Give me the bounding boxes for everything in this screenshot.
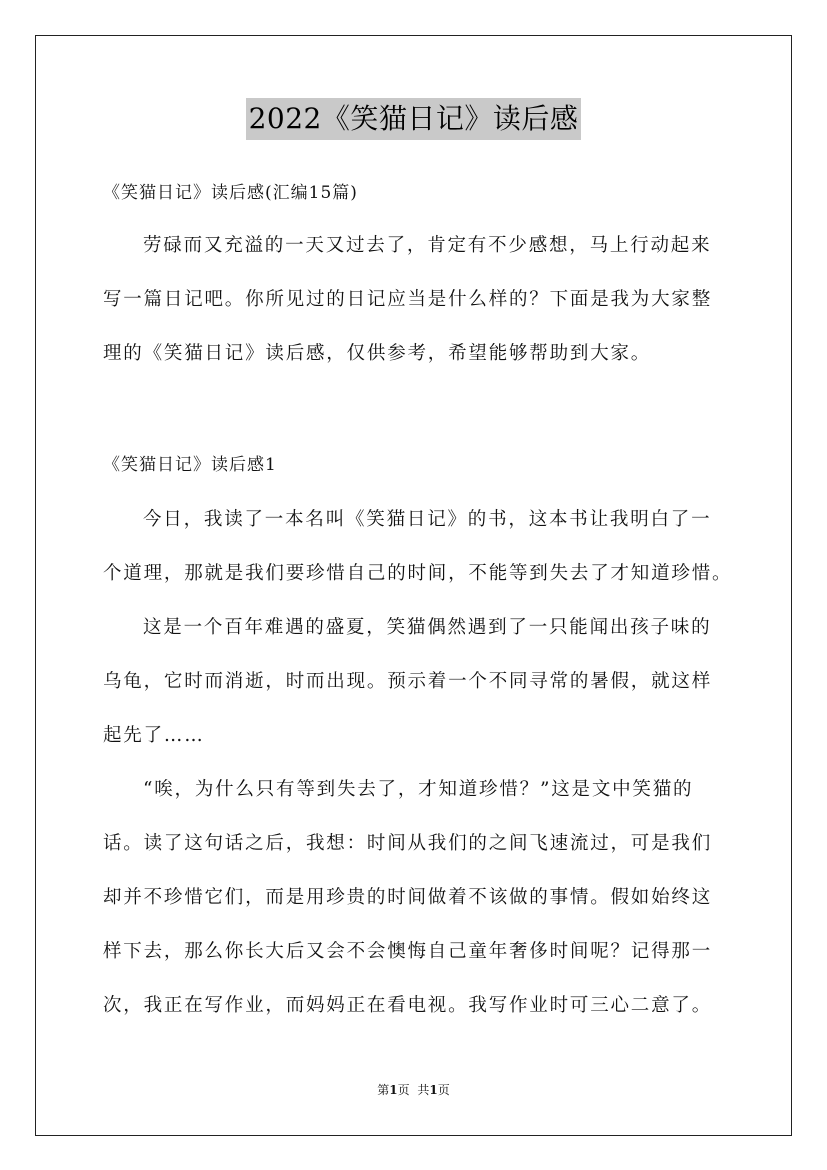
body-line: 今日，我读了一本名叫《笑猫日记》的书，这本书让我明白了一 (143, 509, 712, 530)
footer-page-unit: 页 (397, 1083, 410, 1097)
section-heading: 《笑猫日记》读后感1 (103, 455, 277, 475)
body-line: 乌龟，它时而消逝，时而出现。预示着一个不同寻常的暑假，就这样 (103, 671, 713, 692)
document-title: 2022《笑猫日记》读后感 (246, 98, 582, 140)
intro-line: 理的《笑猫日记》读后感，仅供参考，希望能够帮助到大家。 (103, 343, 652, 364)
title-wrapper (0, 98, 827, 140)
page-footer (0, 1082, 827, 1098)
footer-total-prefix: 共 (417, 1083, 430, 1097)
intro-line: 劳碌而又充溢的一天又过去了，肯定有不少感想，马上行动起来 (143, 235, 712, 256)
body-line: 次，我正在写作业，而妈妈正在看电视。我写作业时可三心二意了。 (103, 995, 713, 1016)
footer-total-unit: 页 (437, 1083, 450, 1097)
body-line: 个道理，那就是我们要珍惜自己的时间，不能等到失去了才知道珍惜。 (103, 563, 733, 584)
footer-current-page: 1 (389, 1083, 398, 1097)
body-line: 却并不珍惜它们，而是用珍贵的时间做着不该做的事情。假如始终这 (103, 887, 713, 908)
body-line: 起先了…… (103, 725, 205, 746)
body-line: 这是一个百年难遇的盛夏，笑猫偶然遇到了一只能闻出孩子味的 (143, 617, 712, 638)
body-line: “唉，为什么只有等到失去了，才知道珍惜？”这是文中笑猫的 (143, 779, 694, 800)
body-line: 样下去，那么你长大后又会不会懊悔自己童年奢侈时间呢？记得那一 (103, 941, 713, 962)
intro-paragraph (103, 219, 743, 381)
intro-line: 写一篇日记吧。你所见过的日记应当是什么样的？下面是我为大家整 (103, 289, 713, 310)
body-line: 话。读了这句话之后，我想：时间从我们的之间飞速流过，可是我们 (103, 833, 713, 854)
footer-prefix: 第 (377, 1083, 390, 1097)
footer-total-pages: 1 (429, 1083, 438, 1097)
document-subtitle: 《笑猫日记》读后感(汇编15篇) (103, 183, 358, 203)
body-text (103, 493, 743, 1033)
